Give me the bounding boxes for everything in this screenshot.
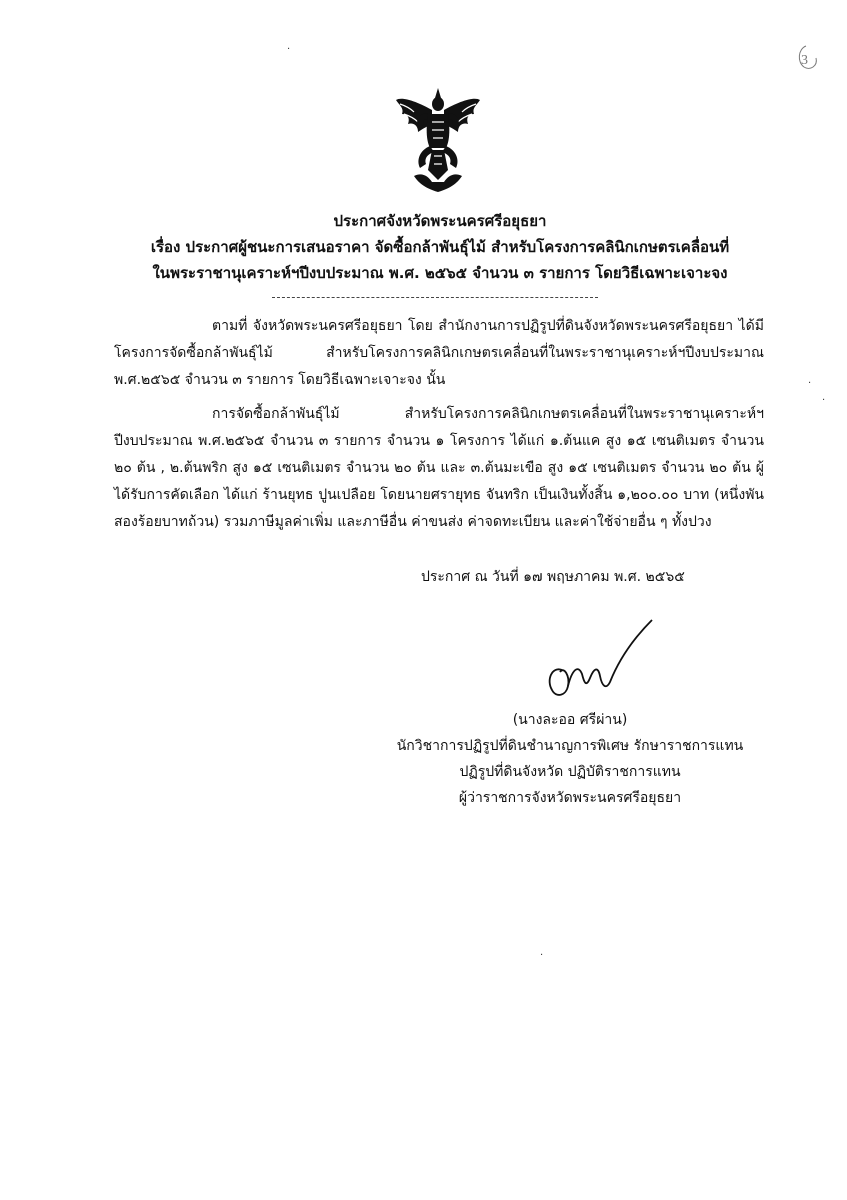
signer-position-3: ผู้ว่าราชการจังหวัดพระนครศรีอยุธยา xyxy=(458,790,682,806)
signer-block xyxy=(380,707,760,811)
signer-position-1: นักวิชาการปฏิรูปที่ดินชำนาญการพิเศษ รักษาราชการแทน xyxy=(396,738,744,754)
body-paragraph-1 xyxy=(114,313,764,394)
signer-position-2: ปฏิรูปที่ดินจังหวัด ปฏิบัติราชการแทน xyxy=(459,764,681,780)
signer-name: (นางละออ ศรีผ่าน) xyxy=(512,712,628,728)
scan-dot: · xyxy=(287,44,291,55)
paragraph-2-text: การจัดซื้อกล้าพันธุ์ไม้ สำหรับโครงการคลินิกเกษตรเคลื่อนที่ในพระราชานุเคราะห์ฯ ปีงบประมาณ พ.ศ.๒๕๖๕ จำนวน ๓ รายการ จำนวน ๑ โครงการ ได้แก่ ๑.ต้นแค สูง ๑๕ เซนติเมตร จำนวน ๒๐ ต้น , ๒.ต้นพริก สูง ๑๕ เซนติเมตร จำนวน ๒๐ ต้น และ ๓.ต้นมะเขือ สูง ๑๕ เซนติเมตร จำนวน ๒๐ ต้น ผู้ได้รับการคัดเลือก ได้แก่ ร้านยุทธ ปูนเปลือย โดยนายศรายุทธ จันทริก เป็นเงินทั้งสิ้น ๑,๒๐๐.๐๐ บาท (หนึ่งพันสองร้อยบาทถ้วน) รวมภาษีมูลค่าเพิ่ม และภาษีอื่น ค่าขนส่ง ค่าจดทะเบียน และค่าใช้จ่ายอื่น ๆ ทั้งปวง xyxy=(114,406,765,530)
scan-dot: · xyxy=(540,950,544,961)
page-number-mark xyxy=(792,40,824,74)
garuda-emblem-icon xyxy=(388,84,488,196)
page-number-text: 3 xyxy=(801,53,808,68)
dashed-divider xyxy=(272,297,598,298)
scan-dot: · xyxy=(808,378,812,389)
announcement-date: ประกาศ ณ วันที่ ๑๗ พฤษภาคม พ.ศ. ๒๕๖๕ xyxy=(421,569,685,585)
header-line-1: ประกาศจังหวัดพระนครศรีอยุธยา xyxy=(333,212,547,230)
paragraph-1-text: ตามที่ จังหวัดพระนครศรีอยุธยา โดย สำนักงานการปฏิรูปที่ดินจังหวัดพระนครศรีอยุธยา ได้มีโครงการจัดซื้อกล้าพันธุ์ไม้ สำหรับโครงการคลินิกเกษตรเคลื่อนที่ในพระราชานุเคราะห์ฯปีงบประมาณ พ.ศ.๒๕๖๕ จำนวน ๓ รายการ โดยวิธีเฉพาะเจาะจง นั้น xyxy=(114,318,764,388)
announcement-header xyxy=(120,208,760,286)
body-paragraph-2 xyxy=(114,401,764,536)
handwritten-signature xyxy=(540,608,660,708)
header-line-3: ในพระราชานุเคราะห์ฯปีงบประมาณ พ.ศ. ๒๕๖๕ จำนวน ๓ รายการ โดยวิธีเฉพาะเจาะจง xyxy=(152,264,728,282)
header-line-2: เรื่อง ประกาศผู้ชนะการเสนอราคา จัดซื้อกล้าพันธุ์ไม้ สำหรับโครงการคลินิกเกษตรเคลื่อนที่ xyxy=(150,238,730,256)
scan-dot: · xyxy=(822,395,826,406)
